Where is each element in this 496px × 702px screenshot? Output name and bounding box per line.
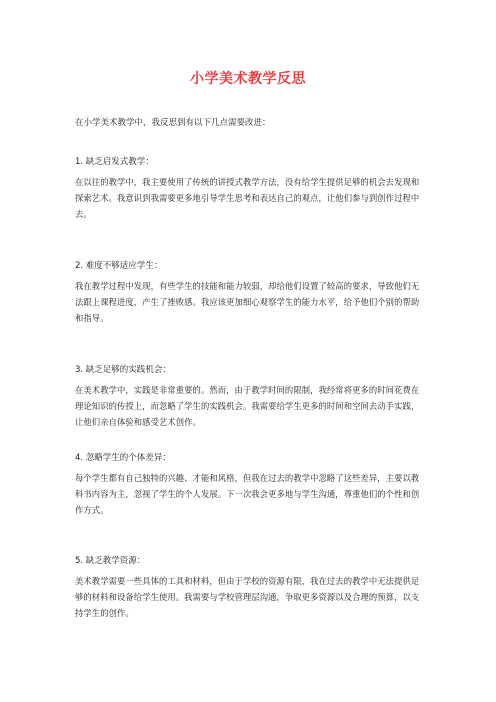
section-heading: 1. 缺乏启发式教学： bbox=[75, 157, 154, 167]
section-body: 美术教学需要一些具体的工具和材料，但由于学校的资源有限，我在过去的教学中无法提供足够的材料和设备给学生使用。我需要与学校管理层沟通，争取更多资源以及合理的预算，以支持学生的创作。 bbox=[75, 576, 420, 618]
section-4 bbox=[75, 450, 425, 518]
section-1 bbox=[75, 154, 425, 222]
document-title: 小学美术教学反思 bbox=[190, 71, 306, 87]
section-3 bbox=[75, 362, 425, 430]
section-body: 在以往的教学中，我主要使用了传统的讲授式教学方法，没有给学生提供足够的机会去发现和探索艺术。我意识到我需要更多地引导学生思考和表达自己的观点，让他们参与到创作过程中去。 bbox=[75, 177, 420, 219]
section-body: 每个学生都有自己独特的兴趣、才能和风格，但我在过去的教学中忽略了这些差异，主要以教科书内容为主，忽视了学生的个人发展。下一次我会更多地与学生沟通，尊重他们的个性和创作方式。 bbox=[75, 473, 420, 515]
section-heading: 5. 缺乏教学资源： bbox=[75, 556, 146, 566]
section-heading: 2. 难度不够适应学生： bbox=[75, 261, 163, 271]
section-heading: 4. 忽略学生的个体差异： bbox=[75, 453, 171, 463]
section-5 bbox=[75, 553, 425, 621]
section-2 bbox=[75, 258, 425, 326]
section-body: 在美术教学中，实践是非常重要的。然而，由于教学时间的限制，我经常将更多的时间花费在理论知识的传授上，而忽略了学生的实践机会。我需要给学生更多的时间和空间去动手实践，让他们亲自体验和感受艺术创作。 bbox=[75, 385, 420, 427]
section-body: 我在教学过程中发现，有些学生的技能和能力较弱，却给他们设置了较高的要求，导致他们无法跟上课程进度，产生了挫败感。我应该更加细心观察学生的能力水平，给予他们个别的帮助和指导。 bbox=[75, 281, 420, 323]
section-heading: 3. 缺乏足够的实践机会： bbox=[75, 365, 171, 375]
intro-paragraph: 在小学美术教学中，我反思到有以下几点需要改进： bbox=[75, 118, 271, 128]
